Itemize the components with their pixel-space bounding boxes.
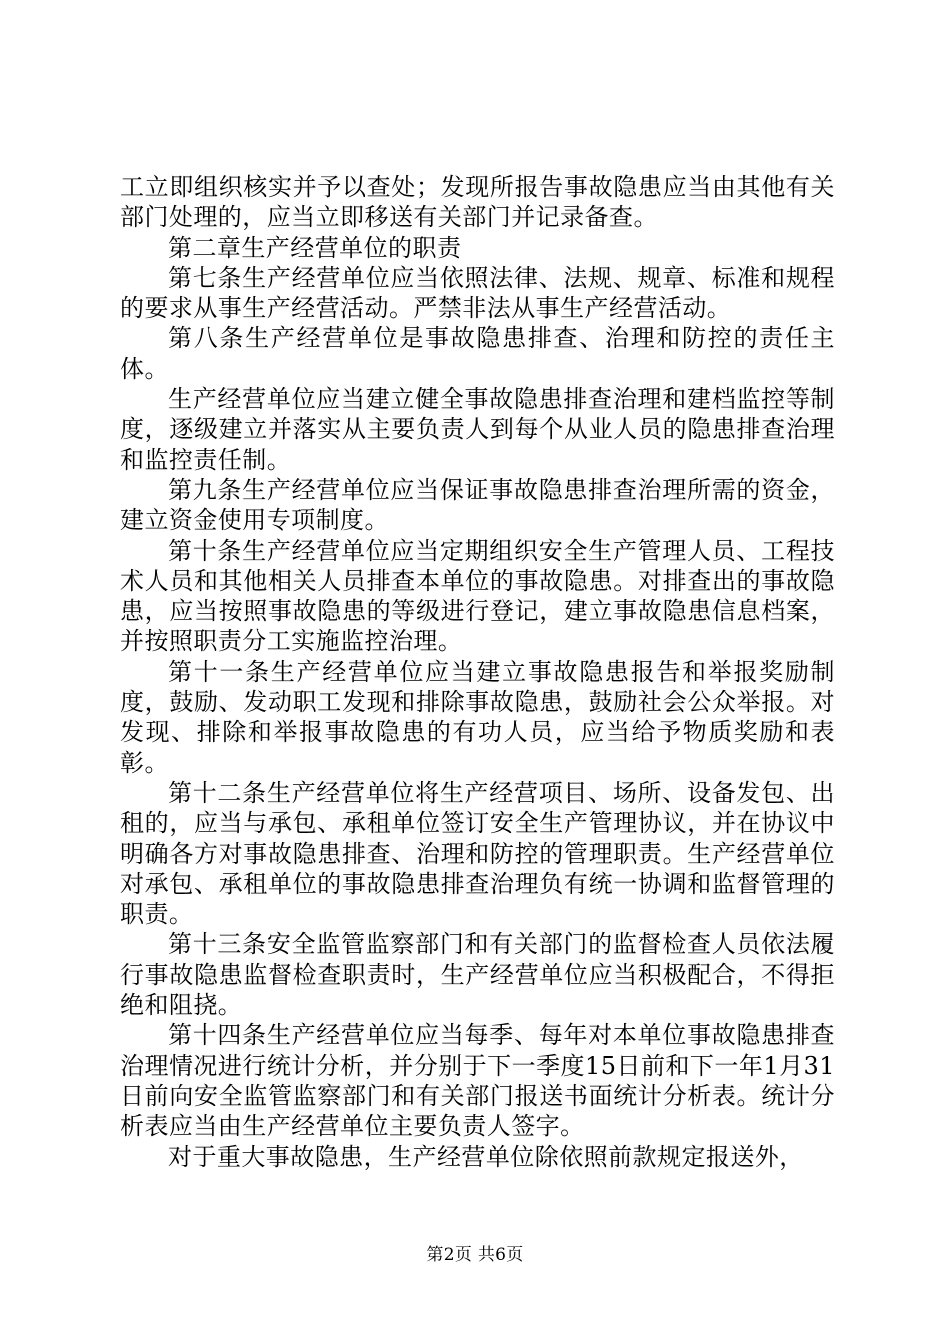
- article-7-paragraph: 第七条生产经营单位应当依照法律、法规、规章、标准和规程的要求从事生产经营活动。严禁非法从事生产经营活动。: [120, 263, 835, 323]
- document-body: [120, 172, 835, 1172]
- article-9-paragraph: 第九条生产经营单位应当保证事故隐患排查治理所需的资金，建立资金使用专项制度。: [120, 475, 835, 535]
- page-number-footer: 第2页 共6页: [426, 1245, 524, 1265]
- article-8-subparagraph: 生产经营单位应当建立健全事故隐患排查治理和建档监控等制度，逐级建立并落实从主要负责人到每个从业人员的隐患排查治理和监控责任制。: [120, 385, 835, 474]
- article-13-paragraph: 第十三条安全监管监察部门和有关部门的监督检查人员依法履行事故隐患监督检查职责时，生产经营单位应当积极配合，不得拒绝和阻挠。: [120, 930, 835, 1020]
- article-14-paragraph: 第十四条生产经营单位应当每季、每年对本单位事故隐患排查治理情况进行统计分析，并分别于下一季度15日前和下一年1月31日前向安全监管监察部门和有关部门报送书面统计分析表。统计分析表应当由生产经营单位主要负责人签字。: [120, 1021, 835, 1141]
- article-8-paragraph: 第八条生产经营单位是事故隐患排查、治理和防控的责任主体。: [120, 324, 835, 383]
- article-10-paragraph: 第十条生产经营单位应当定期组织安全生产管理人员、工程技术人员和其他相关人员排查本单位的事故隐患。对排查出的事故隐患，应当按照事故隐患的等级进行登记，建立事故隐患信息档案，并按照职责分工实施监控治理。: [120, 536, 835, 656]
- article-11-paragraph: 第十一条生产经营单位应当建立事故隐患报告和举报奖励制度，鼓励、发动职工发现和排除事故隐患，鼓励社会公众举报。对发现、排除和举报事故隐患的有功人员，应当给予物质奖励和表彰。: [120, 657, 835, 777]
- paragraph-continuation: 工立即组织核实并予以查处；发现所报告事故隐患应当由其他有关部门处理的，应当立即移送有关部门并记录备查。: [120, 173, 835, 232]
- article-12-paragraph: 第十二条生产经营单位将生产经营项目、场所、设备发包、出租的，应当与承包、承租单位签订安全生产管理协议，并在协议中明确各方对事故隐患排查、治理和防控的管理职责。生产经营单位对承包、承租单位的事故隐患排查治理负有统一协调和监督管理的职责。: [120, 778, 835, 929]
- chapter-heading: 第二章生产经营单位的职责: [168, 233, 462, 262]
- article-14-subparagraph: 对于重大事故隐患，生产经营单位除依照前款规定报送外，: [168, 1142, 804, 1171]
